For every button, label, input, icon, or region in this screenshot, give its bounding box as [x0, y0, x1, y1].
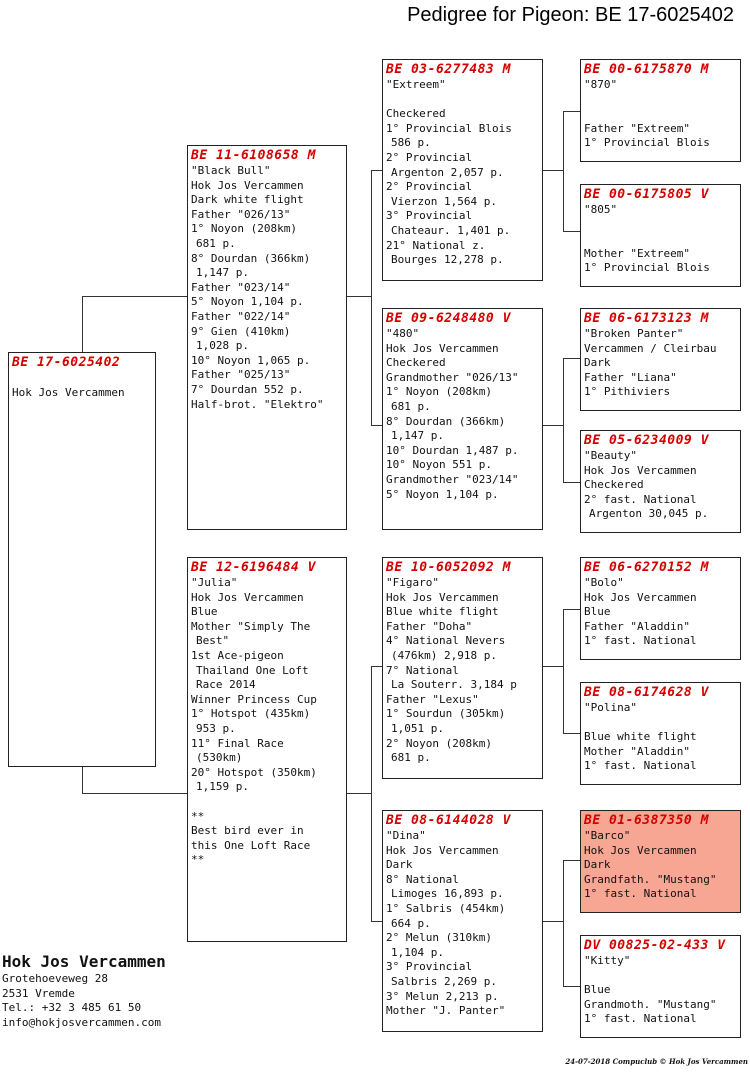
detail-line: Blue: [584, 983, 611, 997]
pigeon-details: [584, 576, 737, 649]
ring-number: BE 00-6175805 V: [584, 187, 709, 202]
connector: [543, 921, 563, 922]
pigeon-details: [584, 327, 737, 400]
detail-line: 681 p.: [391, 399, 431, 413]
detail-line: 7° Dourdan 552 p.: [191, 382, 304, 396]
detail-line: 3° Melun 2,213 p.: [386, 989, 499, 1003]
pigeon-details: [191, 576, 343, 868]
pigeon-card-sire-dam-sire[interactable]: [580, 308, 741, 411]
detail-line: Father "023/14": [191, 280, 291, 294]
connector: [563, 609, 564, 734]
detail-line: Father "025/13": [191, 368, 291, 382]
detail-line: Father "Doha": [386, 619, 473, 633]
detail-line: 1° fast. National: [584, 1012, 697, 1026]
connector: [371, 666, 372, 922]
connector: [543, 170, 563, 171]
detail-line: 1° Provincial Blois: [584, 261, 710, 275]
pigeon-details: [584, 954, 737, 1027]
detail-line: Hok Jos Vercammen: [584, 843, 697, 857]
detail-line: Argenton 30,045 p.: [589, 507, 709, 521]
detail-line: [191, 795, 343, 810]
detail-line: Hok Jos Vercammen: [386, 590, 499, 604]
detail-line: Vierzon 1,564 p.: [391, 194, 497, 208]
connector: [563, 231, 581, 232]
detail-line: "805": [584, 203, 618, 216]
detail-line: Bourges 12,278 p.: [391, 253, 504, 267]
detail-line: La Souterr. 3,184 p: [391, 678, 517, 692]
detail-line: Grandmother "026/13": [386, 370, 519, 384]
pigeon-details: [584, 203, 737, 276]
owner-address-city: 2531 Vremde: [2, 986, 75, 1000]
connector: [563, 986, 581, 987]
detail-line: 10° Noyon 1,065 p.: [191, 353, 311, 367]
connector: [543, 425, 563, 426]
detail-line: 1,028 p.: [196, 339, 249, 353]
detail-line: [386, 93, 539, 108]
pigeon-details: [386, 829, 539, 1019]
ring-number: BE 05-6234009 V: [584, 433, 709, 448]
ring-number: BE 03-6277483 M: [386, 62, 511, 77]
detail-line: 1° Provincial Blois: [584, 136, 710, 150]
detail-line: "480": [386, 327, 420, 340]
pigeon-card-dam[interactable]: [187, 557, 347, 942]
detail-line: "Julia": [191, 576, 238, 589]
detail-line: Checkered: [386, 356, 446, 370]
detail-line: Chateaur. 1,401 p.: [391, 223, 511, 237]
detail-line: Thailand One Loft: [196, 663, 309, 677]
detail-line: 1° Noyon (208km): [386, 385, 492, 399]
detail-line: 1,147 p.: [391, 429, 444, 443]
detail-line: Race 2014: [196, 678, 256, 692]
ring-number: BE 06-6173123 M: [584, 311, 709, 326]
detail-line: 3° Provincial: [386, 209, 473, 223]
detail-line: "Barco": [584, 829, 631, 842]
detail-line: Father "026/13": [191, 207, 291, 221]
detail-line: Dark: [386, 858, 413, 872]
connector: [563, 358, 581, 359]
detail-line: 1° Noyon (208km): [191, 222, 297, 236]
detail-line: Blue: [584, 605, 611, 619]
footer-credit: 24-07-2018 Compuclub © Hok Jos Vercammen: [565, 1057, 748, 1066]
pigeon-details: [584, 829, 737, 902]
detail-line: Argenton 2,057 p.: [391, 165, 504, 179]
detail-line: Hok Jos Vercammen: [584, 590, 697, 604]
pigeon-details: [584, 78, 737, 151]
detail-line: "Beauty": [584, 449, 637, 462]
detail-line: "Black Bull": [191, 164, 271, 177]
page-title: Pedigree for Pigeon: BE 17-6025402: [407, 4, 734, 26]
detail-line: [584, 107, 737, 122]
pigeon-details: [386, 327, 539, 502]
detail-line: 8° Dourdan (366km): [386, 414, 506, 428]
detail-line: Blue white flight: [386, 605, 499, 619]
connector: [82, 766, 83, 794]
detail-line: "Broken Panter": [584, 327, 684, 340]
connector: [82, 296, 83, 352]
detail-line: 5° Noyon 1,104 p.: [386, 487, 499, 501]
detail-line: "Bolo": [584, 576, 624, 589]
detail-line: 5° Noyon 1,104 p.: [191, 295, 304, 309]
detail-line: Dark: [584, 356, 611, 370]
detail-line: 1° Pithiviers: [584, 385, 671, 399]
ring-number: BE 06-6270152 M: [584, 560, 709, 575]
detail-line: Grandfath. "Mustang": [584, 872, 717, 886]
detail-line: **: [191, 809, 205, 823]
ring-number: BE 12-6196484 V: [191, 560, 316, 575]
detail-line: Limoges 16,893 p.: [391, 887, 504, 901]
detail-line: Winner Princess Cup: [191, 692, 317, 706]
ring-number: BE 08-6144028 V: [386, 813, 511, 828]
ring-number: BE 09-6248480 V: [386, 311, 511, 326]
detail-line: [12, 371, 152, 386]
detail-line: 1° fast. National: [584, 887, 697, 901]
detail-line: 1° fast. National: [584, 634, 697, 648]
detail-line: 2° Noyon (208km): [386, 736, 492, 750]
detail-line: [584, 232, 737, 247]
ring-number: DV 00825-02-433 V: [584, 938, 726, 953]
pigeon-card-dam-sire-sire[interactable]: [580, 557, 741, 660]
detail-line: Dark white flight: [191, 193, 304, 207]
connector: [563, 482, 581, 483]
ring-number: BE 17-6025402: [12, 355, 121, 370]
owner-info: [2, 952, 166, 1030]
detail-line: Hok Jos Vercammen: [584, 463, 697, 477]
detail-line: 8° National: [386, 872, 459, 886]
detail-line: Hok Jos Vercammen: [191, 178, 304, 192]
pigeon-card-subject[interactable]: [8, 352, 156, 767]
detail-line: 2° Melun (310km): [386, 931, 492, 945]
connector: [543, 666, 563, 667]
detail-line: 586 p.: [391, 136, 431, 150]
detail-line: Salbris 2,269 p.: [391, 974, 497, 988]
detail-line: 1° Sourdun (305km): [386, 707, 506, 721]
detail-line: [584, 969, 737, 984]
detail-line: 1° Provincial Blois: [386, 121, 512, 135]
detail-line: 8° Dourdan (366km): [191, 251, 311, 265]
pigeon-card-sire[interactable]: [187, 145, 347, 530]
detail-line: 1,159 p.: [196, 780, 249, 794]
detail-line: 1,051 p.: [391, 721, 444, 735]
ring-number: BE 01-6387350 M: [584, 813, 709, 828]
pigeon-details: [584, 701, 737, 774]
detail-line: 1° fast. National: [584, 759, 697, 773]
owner-address-street: Grotehoeveweg 28: [2, 972, 108, 985]
detail-line: Father "Lexus": [386, 692, 479, 706]
detail-line: (530km): [196, 751, 243, 765]
detail-line: Father "Extreem": [584, 121, 690, 135]
detail-line: 1° Hotspot (435km): [191, 707, 311, 721]
detail-line: Hok Jos Vercammen: [12, 385, 125, 399]
pigeon-details: [584, 449, 737, 522]
detail-line: 681 p.: [391, 751, 431, 765]
detail-line: Mother "Aladdin": [584, 744, 690, 758]
detail-line: 11° Final Race: [191, 736, 284, 750]
detail-line: Checkered: [386, 107, 446, 121]
detail-line: 1,147 p.: [196, 266, 249, 280]
detail-line: [584, 93, 737, 108]
owner-name: Hok Jos Vercammen: [2, 952, 166, 971]
pigeon-details: [386, 576, 539, 766]
detail-line: Best bird ever in: [191, 824, 304, 838]
pigeon-card-dam-sire-dam[interactable]: [580, 682, 741, 785]
detail-line: 2° Provincial: [386, 180, 473, 194]
detail-line: Half-brot. "Elektro": [191, 397, 324, 411]
detail-line: 20° Hotspot (350km): [191, 765, 317, 779]
detail-line: 4° National Nevers: [386, 634, 506, 648]
detail-line: 2° fast. National: [584, 492, 697, 506]
connector: [563, 609, 581, 610]
detail-line: 10° Noyon 551 p.: [386, 458, 492, 472]
owner-email[interactable]: info@hokjosvercammen.com: [2, 1015, 161, 1029]
detail-line: 10° Dourdan 1,487 p.: [386, 443, 519, 457]
connector: [347, 793, 371, 794]
connector: [371, 170, 372, 426]
detail-line: Blue: [191, 605, 218, 619]
pigeon-card-dam-sire[interactable]: [382, 557, 543, 779]
detail-line: Mother "J. Panter": [386, 1004, 506, 1018]
detail-line: Father "Liana": [584, 370, 677, 384]
pigeon-card-sire-sire-dam[interactable]: [580, 184, 741, 287]
detail-line: [584, 218, 737, 233]
detail-line: Best": [196, 634, 230, 648]
detail-line: Hok Jos Vercammen: [386, 843, 499, 857]
ring-number: BE 00-6175870 M: [584, 62, 709, 77]
ring-number: BE 10-6052092 M: [386, 560, 511, 575]
pigeon-card-sire-sire-sire[interactable]: [580, 59, 741, 162]
detail-line: "Kitty": [584, 954, 631, 967]
pigeon-card-dam-dam-dam[interactable]: [580, 935, 741, 1038]
detail-line: Grandmoth. "Mustang": [584, 997, 717, 1011]
detail-line: Mother "Extreem": [584, 246, 690, 260]
pigeon-card-sire-dam-dam[interactable]: [580, 430, 741, 533]
detail-line: 7° National: [386, 663, 459, 677]
detail-line: 1,104 p.: [391, 945, 444, 959]
pigeon-card-sire-dam[interactable]: [382, 308, 543, 530]
connector: [82, 296, 188, 297]
connector: [563, 358, 564, 483]
connector: [563, 111, 564, 232]
ring-number: BE 11-6108658 M: [191, 148, 316, 163]
detail-line: Vercammen / Cleirbau: [584, 341, 717, 355]
connector: [347, 296, 371, 297]
detail-line: "870": [584, 78, 618, 91]
detail-line: 681 p.: [196, 236, 236, 250]
detail-line: 2° Provincial: [386, 150, 473, 164]
detail-line: Dark: [584, 858, 611, 872]
detail-line: Mother "Simply The: [191, 619, 311, 633]
pigeon-details: [191, 164, 343, 412]
detail-line: "Figaro": [386, 576, 439, 589]
connector: [82, 793, 188, 794]
detail-line: 3° Provincial: [386, 960, 473, 974]
detail-line: Father "022/14": [191, 309, 291, 323]
detail-line: "Dina": [386, 829, 426, 842]
detail-line: 1st Ace-pigeon: [191, 648, 284, 662]
connector: [563, 860, 564, 987]
detail-line: Grandmother "023/14": [386, 472, 519, 486]
detail-line: Hok Jos Vercammen: [191, 590, 304, 604]
pigeon-details: [12, 371, 152, 400]
detail-line: 21° National z.: [386, 238, 486, 252]
detail-line: (476km) 2,918 p.: [391, 648, 497, 662]
pigeon-details: [386, 78, 539, 268]
detail-line: 953 p.: [196, 721, 236, 735]
connector: [563, 111, 581, 112]
detail-line: [584, 716, 737, 731]
ring-number: BE 08-6174628 V: [584, 685, 709, 700]
detail-line: this One Loft Race: [191, 838, 311, 852]
owner-phone[interactable]: Tel.: +32 3 485 61 50: [2, 1001, 142, 1014]
pigeon-card-dam-dam-sire[interactable]: [580, 810, 741, 913]
detail-line: 664 p.: [391, 916, 431, 930]
detail-line: 1° Salbris (454km): [386, 901, 506, 915]
connector: [563, 860, 581, 861]
pigeon-card-sire-sire[interactable]: [382, 59, 543, 281]
detail-line: "Polina": [584, 701, 637, 714]
detail-line: **: [191, 853, 205, 867]
detail-line: Hok Jos Vercammen: [386, 341, 499, 355]
detail-line: Father "Aladdin": [584, 619, 690, 633]
detail-line: 9° Gien (410km): [191, 324, 291, 338]
detail-line: "Extreem": [386, 78, 446, 91]
detail-line: Blue white flight: [584, 730, 697, 744]
detail-line: Checkered: [584, 478, 644, 492]
connector: [563, 733, 581, 734]
pigeon-card-dam-dam[interactable]: [382, 810, 543, 1032]
